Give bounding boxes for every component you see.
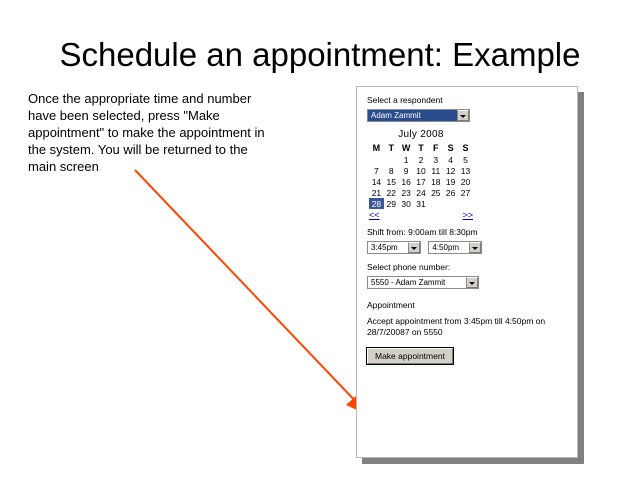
calendar-weekday: S — [462, 143, 469, 153]
calendar-day[interactable]: 21 — [371, 187, 382, 198]
calendar-day[interactable]: 31 — [416, 198, 426, 209]
calendar-table — [369, 142, 473, 209]
app-screenshot-panel — [356, 86, 578, 458]
calendar-day[interactable]: 10 — [416, 165, 426, 176]
calendar-day[interactable]: 30 — [401, 198, 411, 209]
calendar-weekday: T — [418, 143, 424, 153]
calendar-day[interactable]: 22 — [386, 187, 396, 198]
pointer-arrow — [130, 165, 390, 425]
appointment-heading: Appointment — [367, 300, 415, 310]
calendar-day[interactable]: 11 — [431, 165, 441, 176]
time-to-value: 4:50pm — [432, 243, 460, 252]
phone-label: Select phone number: — [367, 262, 451, 272]
calendar-weekday: F — [433, 143, 439, 153]
calendar-weekday: S — [447, 143, 454, 153]
calendar-day[interactable]: 17 — [416, 176, 426, 187]
time-range-row — [367, 241, 567, 254]
respondent-label: Select a respondent — [367, 95, 443, 105]
calendar-day[interactable] — [369, 154, 384, 165]
calendar-day[interactable]: 15 — [386, 176, 396, 187]
phone-number-select[interactable] — [367, 276, 479, 289]
appointment-summary-line2: 28/7/20087 on 5550 — [367, 327, 443, 337]
calendar-weekday: M — [372, 143, 381, 153]
page-title: Schedule an appointment: Example — [59, 36, 581, 73]
calendar-day[interactable]: 12 — [445, 165, 456, 176]
calendar-day[interactable]: 1 — [403, 154, 409, 165]
time-from-select[interactable] — [367, 241, 421, 254]
calendar — [369, 129, 473, 220]
chevron-down-icon — [469, 242, 481, 253]
calendar-weekday: T — [388, 143, 395, 153]
chevron-down-icon — [408, 242, 420, 253]
respondent-select-value: Adam Zammit — [371, 111, 421, 120]
calendar-day[interactable] — [384, 154, 399, 165]
calendar-next-link[interactable]: >> — [462, 210, 473, 220]
time-to-select[interactable] — [428, 241, 482, 254]
calendar-week-row — [369, 154, 473, 165]
calendar-day[interactable]: 14 — [371, 176, 382, 187]
calendar-day[interactable]: 2 — [418, 154, 424, 165]
respondent-select[interactable] — [367, 109, 470, 122]
phone-number-value: 5550 - Adam Zammit — [371, 278, 446, 287]
calendar-day[interactable]: 25 — [431, 187, 441, 198]
calendar-day[interactable]: 18 — [431, 176, 441, 187]
calendar-week-row — [369, 176, 473, 187]
calendar-day[interactable]: 4 — [448, 154, 453, 165]
calendar-day[interactable]: 27 — [460, 187, 471, 198]
calendar-day[interactable]: 20 — [460, 176, 471, 187]
annotation-text: Once the appropriate time and number have been selected, press "Make appointment" to make the appointment in the system. You will be returned to the main screen — [28, 91, 265, 174]
calendar-day[interactable]: 16 — [401, 176, 411, 187]
calendar-day[interactable]: 13 — [460, 165, 471, 176]
calendar-day[interactable]: 23 — [401, 187, 411, 198]
appointment-summary — [367, 316, 567, 338]
calendar-day[interactable]: 3 — [433, 154, 439, 165]
calendar-day[interactable]: 26 — [445, 187, 456, 198]
calendar-day[interactable]: 24 — [416, 187, 426, 198]
make-appointment-button[interactable]: Make appointment — [367, 348, 453, 364]
calendar-week-row — [369, 198, 473, 209]
calendar-day[interactable]: 5 — [463, 154, 468, 165]
calendar-prev-link[interactable]: << — [369, 210, 380, 220]
calendar-nav — [369, 210, 473, 220]
appointment-summary-line1: Accept appointment from 3:45pm till 4:50pm on — [367, 316, 546, 326]
calendar-day[interactable]: 19 — [445, 176, 456, 187]
calendar-week-row — [369, 187, 473, 198]
chevron-down-icon — [466, 277, 478, 288]
calendar-day[interactable]: 29 — [386, 198, 396, 209]
calendar-day[interactable] — [458, 198, 473, 209]
time-from-value: 3:45pm — [371, 243, 398, 252]
calendar-day[interactable] — [443, 198, 458, 209]
calendar-day[interactable] — [428, 198, 443, 209]
shift-hours-text: Shift from: 9:00am till 8:30pm — [367, 227, 478, 237]
chevron-down-icon — [457, 110, 469, 121]
calendar-day[interactable]: 8 — [388, 165, 394, 176]
calendar-month-label: July 2008 — [398, 129, 444, 140]
calendar-day-selected[interactable]: 28 — [369, 198, 384, 209]
calendar-day[interactable]: 7 — [374, 165, 379, 176]
calendar-weekday-row — [369, 142, 473, 154]
calendar-week-row — [369, 165, 473, 176]
calendar-day[interactable]: 9 — [403, 165, 409, 176]
calendar-weekday: W — [401, 143, 411, 153]
